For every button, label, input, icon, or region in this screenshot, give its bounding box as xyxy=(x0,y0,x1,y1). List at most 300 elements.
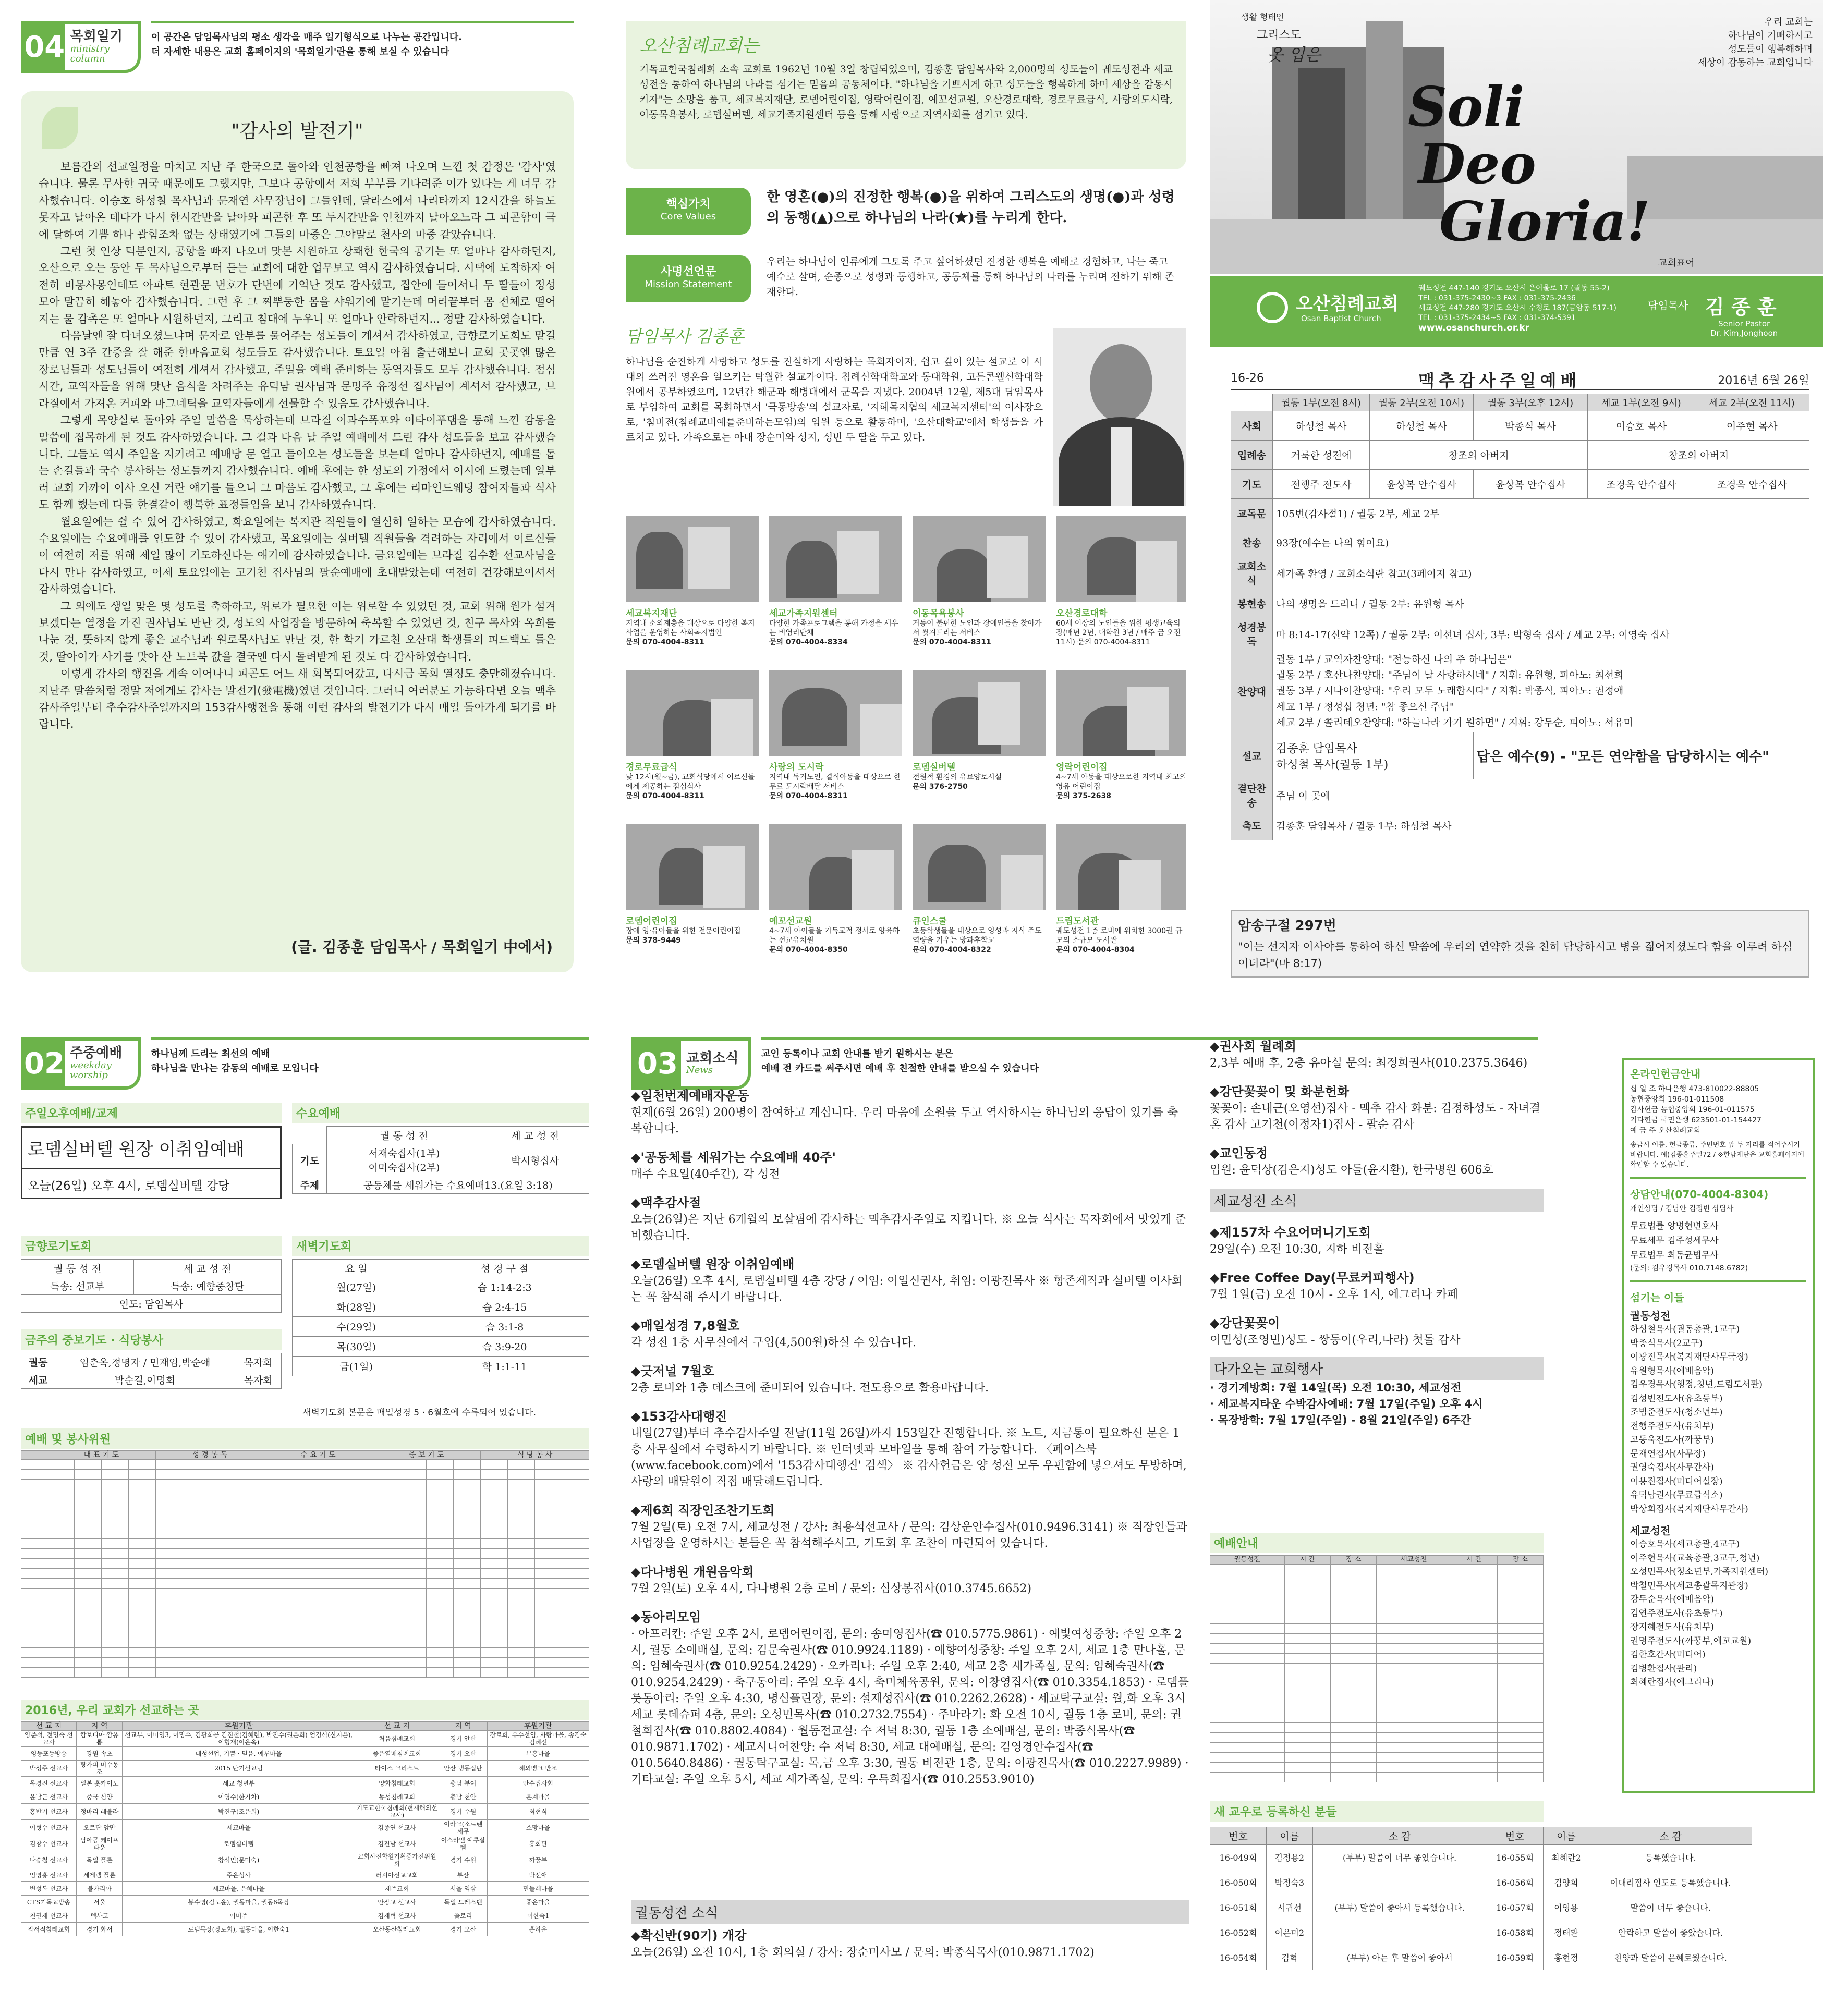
mission-cell: 윤남근 선교사 xyxy=(21,1790,77,1804)
news-heading: ◆긋저널 7월호 xyxy=(631,1364,714,1378)
column-paragraph: 보름간의 선교일정을 마치고 지난 주 한국으로 돌아와 인천공항을 빠져 나오며 느낀 첫 감정은 '감사'였습니다. 물론 무사한 귀국 때문에도 그랬지만, 그보다 공항에서 저희 부부를 기다려준 이가 있다는 게 너무 감사했습니다. 이승호 하성철 목사님과 문재연 사무장님이 그들인데, 달라스에서 나리타까지 12시간을 하늘도 못자고 날아온 데다가 다시 한시간반을 날아와 피곤한 후 또 두시간반을 인천까지 날아오느라 그 피곤함이 극에 달하여 기쁨 하나 괄힘조차 없는 상태였기에 그들의 마중은 그야말로 천사의 마중 같았습니다. xyxy=(39,161,556,241)
serve-cell xyxy=(21,1658,47,1668)
news-heading: ◆교인동정 xyxy=(1210,1146,1268,1160)
wguide-cell xyxy=(1284,1614,1330,1624)
serve-cell xyxy=(291,1509,318,1519)
ministry-photo xyxy=(913,516,1046,602)
sekyo-news-label: 세교성전 소식 xyxy=(1210,1189,1544,1212)
serve-cell xyxy=(318,1638,345,1648)
serve-cell xyxy=(74,1569,101,1579)
ministry-caption xyxy=(913,606,1046,647)
wguide-cell xyxy=(1451,1644,1497,1654)
serve-cell xyxy=(74,1608,101,1618)
wguide-cell xyxy=(1210,1673,1285,1683)
order-cell: 마 8:14-17(신약 12쪽) / 궐동 2부: 이선녀 집사, 3부: 박형숙 집사 / 세교 2부: 이영숙 집사 xyxy=(1273,618,1809,650)
wguide-cell xyxy=(1377,1584,1451,1594)
ministry-card xyxy=(913,824,1046,972)
serve-cell xyxy=(318,1470,345,1480)
serve-cell xyxy=(210,1569,237,1579)
ministry-desc: 지역내 독거노인, 결식아동을 대상으로 한 무료 도시락배달 서비스 xyxy=(769,773,901,791)
serve-cell xyxy=(74,1579,101,1589)
wguide-cell xyxy=(1210,1693,1285,1703)
news-body: · 아프리칸: 주일 오후 2시, 로뎀어린이집, 문의: 송미영집사(☎ 010.5775.9861) · 예빛여성중창: 주일 오후 2시, 궐동 소예배실, 문의: 김문숙권사(☎ 010.9924.1189) · 예향여성중창: 주일 오후 2시, 세교 1층 만나홀, 문의: 임혜숙권사(☎ 010.9254.2429) · 오카리나: 주일 오후 2:40, 세교 2층 새가족실, 문의: 임혜숙권사(☎ 010.9254.2429) · 축구동아리: 주일 오후 4시, 축미체육공원, 문의: 이창영집사(☎ 010.3354.1853) · 로뎀플룻동아리: 주일 오후 4:30, 명심플린장, 문의: 설재성집사(☎ 010.2262.2628) · 세교탁구교실: 월,화 오후 3시 세교 롯데슈퍼 4층, 문의: 오성민목사(☎ 010.2732.7554) · 주바라기: 화 오전 10시, 궐동 1층 로비, 문의: 권철희집사(☎ 010.8802.4084) · 월동전교실: 수 저녁 8:30, 궐동 1층 소예배실, 문의: 박종식목사(☎ 010.9871.1702) · 세교시니어찬양: 수 저녁 8:30, 세교 대예배실, 문의: 김영경안수집사(☎ 010.5640.8486) · 궐동탁구교실: 목,금 오후 3:30, 궐동 비전관 1층, 문의: 이광진목사(☎ 010.2227.9989) · 기타교실: 주일 오후 5시, 세교 새가족실, 문의: 우특희집사(☎ 010.2553.9010) xyxy=(631,1628,1189,1786)
news-body: 꽃꽂이: 손내근(오영선)집사 - 맥추 감사 화분: 김정하성도 - 자녀결혼 감사 고기천(이정자1)집사 - 팔순 감사 xyxy=(1210,1102,1541,1131)
serve-cell xyxy=(427,1529,454,1539)
serve-cell xyxy=(21,1569,47,1579)
wed-head: 궐 동 성 전 xyxy=(327,1127,481,1144)
serve-cell xyxy=(535,1499,562,1509)
serve-cell xyxy=(318,1539,345,1549)
serve-cell xyxy=(155,1519,183,1529)
photo-shade xyxy=(860,704,902,756)
wguide-cell xyxy=(1210,1713,1285,1723)
wguide-head: 시 간 xyxy=(1451,1556,1497,1565)
serve-cell xyxy=(21,1598,47,1608)
motto-line: Soli xyxy=(1408,75,1525,139)
serve-cell xyxy=(427,1589,454,1598)
gwol-news xyxy=(631,1900,1189,1961)
news-heading: ◆강단꽃꽂이 및 화분헌화 xyxy=(1210,1084,1350,1099)
dawn-cell: 학 1:1-11 xyxy=(420,1357,589,1376)
ministry-phone: 문의 070-4004-8311 xyxy=(626,638,704,646)
serve-cell xyxy=(481,1569,508,1579)
serve-cell xyxy=(562,1499,589,1509)
wguide-cell xyxy=(1497,1634,1543,1644)
order-cell: 전행주 전도사 xyxy=(1273,470,1370,499)
wguide-cell xyxy=(1451,1713,1497,1723)
serve-cell xyxy=(345,1638,372,1648)
serve-cell xyxy=(101,1460,128,1470)
serve-cell xyxy=(399,1579,427,1589)
serve-cell xyxy=(128,1519,155,1529)
serve-cell xyxy=(237,1509,264,1519)
photo-shade xyxy=(852,850,894,910)
ministry-photo xyxy=(769,670,902,756)
wguide-cell xyxy=(1210,1763,1285,1773)
serve-cell xyxy=(237,1559,264,1569)
serve-cell xyxy=(318,1480,345,1489)
serve-cell xyxy=(372,1658,399,1668)
staff-item: 최혜란집사(예그리나) xyxy=(1630,1677,1715,1688)
serve-cell xyxy=(291,1598,318,1608)
wguide-cell xyxy=(1284,1584,1330,1594)
mission-label xyxy=(626,255,751,302)
serve-cell xyxy=(427,1569,454,1579)
mission-cell: 독일 드레스덴 xyxy=(439,1896,488,1909)
order-cell: 창조의 아버지 xyxy=(1369,441,1587,470)
gold-cell: 특송: 선교부 xyxy=(21,1277,134,1295)
serve-cell xyxy=(183,1529,210,1539)
serve-cell xyxy=(47,1470,75,1480)
serve-cell xyxy=(399,1658,427,1668)
newm-cell: 등록했습니다. xyxy=(1589,1845,1752,1870)
order-cell: 93장(예수는 나의 힘이요) xyxy=(1273,528,1809,557)
wguide-cell xyxy=(1331,1693,1377,1703)
staff-item: 이주현목사(교육총괄,3교구,청년) xyxy=(1630,1553,1760,1563)
serve-cell xyxy=(291,1470,318,1480)
serve-cell xyxy=(21,1499,47,1509)
order-cell: 하성철 목사 xyxy=(1369,411,1473,441)
serve-cell xyxy=(264,1579,291,1589)
wguide-head: 장 소 xyxy=(1497,1556,1543,1565)
serve-cell xyxy=(74,1470,101,1480)
mission-cell: 일본 홋카이도 xyxy=(77,1777,123,1790)
serve-cell xyxy=(210,1589,237,1598)
serve-cell xyxy=(508,1569,535,1579)
ministry-phone: 문의 375-2638 xyxy=(1056,792,1111,800)
section-number: 03 xyxy=(634,1041,681,1086)
serve-cell xyxy=(47,1638,75,1648)
serve-cell xyxy=(454,1539,481,1549)
desc-line: 이 공간은 담임목사님의 평소 생각을 매주 일기형식으로 나누는 공간입니다. xyxy=(151,32,462,43)
dawn-cell: 금(1일) xyxy=(293,1357,420,1376)
wed-head: 세 교 성 전 xyxy=(481,1127,589,1144)
wguide-cell xyxy=(1497,1624,1543,1634)
news-body: 각 성전 1층 사무실에서 구입(4,500원)하실 수 있습니다. xyxy=(631,1336,916,1349)
news-body: 오늘(26일) 오전 10시, 1층 회의실 / 강사: 장순미사모 / 문의: 박종식목사(010.9871.1702) xyxy=(631,1946,1095,1959)
serve-cell xyxy=(481,1638,508,1648)
desc-line: 하나님께 드리는 최선의 예배 xyxy=(151,1048,270,1059)
online-line: 농협중앙회 196-01-011508 xyxy=(1630,1095,1724,1104)
ministry-photo xyxy=(626,516,759,602)
serve-cell xyxy=(291,1549,318,1559)
page-news xyxy=(631,1037,1815,2007)
serve-cell xyxy=(399,1618,427,1628)
wguide-cell xyxy=(1497,1773,1543,1782)
serve-cell xyxy=(183,1579,210,1589)
brand-line: 생활 형태인 xyxy=(1241,12,1284,22)
dawn-cell: 습 2:4-15 xyxy=(420,1297,589,1317)
news-body: 현재(6월 26일) 200명이 참여하고 계십니다. 우리 마음에 소원을 두고 역사하시는 하나님의 응답이 있기를 축복합니다. xyxy=(631,1106,1178,1135)
serve-cell xyxy=(345,1618,372,1628)
order-cell: 거룩한 성전에 xyxy=(1273,441,1370,470)
serve-cell xyxy=(155,1569,183,1579)
ministry-card xyxy=(913,516,1046,665)
wguide-cell xyxy=(1451,1614,1497,1624)
newm-cell: 최혜란2 xyxy=(1543,1845,1589,1870)
page-weekday-worship xyxy=(21,1037,589,2007)
serve-cell xyxy=(372,1460,399,1470)
serve-cell xyxy=(427,1470,454,1480)
upcoming-item: · 세교복지타운 수박감사예배: 7월 17일(주일) 오후 4시 xyxy=(1210,1398,1483,1410)
serve-cell xyxy=(427,1579,454,1589)
serve-cell xyxy=(535,1569,562,1579)
serve-cell xyxy=(508,1638,535,1648)
mission-cell: 양준석, 전명숙 선교사 xyxy=(21,1731,77,1747)
wguide-cell xyxy=(1377,1693,1451,1703)
intercession-table xyxy=(21,1353,282,1389)
serve-cell xyxy=(155,1470,183,1480)
order-cell: 105번(감사절1) / 궐동 2부, 세교 2부 xyxy=(1273,499,1809,528)
serve-cell xyxy=(399,1499,427,1509)
intercession-cell: 목자회 xyxy=(235,1353,281,1371)
mission-cell: 박선애 xyxy=(487,1868,589,1882)
pastor-label: 담임목사 xyxy=(1648,299,1688,312)
serve-cell xyxy=(427,1519,454,1529)
serve-cell xyxy=(508,1648,535,1658)
mission-cell: 해외뱅크 반조 xyxy=(487,1761,589,1777)
serve-cell xyxy=(47,1509,75,1519)
wguide-cell xyxy=(1377,1644,1451,1654)
address-line: TEL : 031-375-2434~5 FAX : 031-374-5391 xyxy=(1418,314,1576,322)
wguide-cell xyxy=(1377,1733,1451,1743)
serve-cell xyxy=(454,1589,481,1598)
column-paragraph: 그 외에도 생일 맞은 몇 성도를 축하하고, 위로가 필요한 이는 위로할 수 있었던 것, 교회 위해 원가 섬겨보겠다는 열정을 가진 권사님도 만난 것, 성도의 사업장을 방문하여 축복할 수 있었던 것, 친구 목사와 옥희를 나눈 것, 뜻하지 않게 좋은 교수님과 원로목사님도 만난 것, 한 학기 가르친 오산대 학생들의 피드백도 들은 것, 딸아이가 사기를 맞아 산 노트북 값을 결국엔 다시 돌려받게 된 것도 다 감사하였습니다. xyxy=(39,600,556,663)
serve-cell xyxy=(237,1480,264,1489)
dawn-head: 요 일 xyxy=(293,1260,420,1277)
ministry-grid xyxy=(626,516,1186,975)
serve-cell xyxy=(454,1480,481,1489)
serve-cell xyxy=(264,1648,291,1658)
serve-cell xyxy=(399,1539,427,1549)
staff-label: 섬기는 이들 xyxy=(1630,1291,1684,1304)
order-row-label: 축도 xyxy=(1231,811,1273,840)
wguide-cell xyxy=(1331,1604,1377,1614)
serve-cell xyxy=(454,1658,481,1668)
serve-cell xyxy=(372,1569,399,1579)
wed-theme: 공동체를 세워가는 수요예배13.(요일 3:18) xyxy=(327,1176,589,1194)
wed-theme-label: 주제 xyxy=(293,1176,327,1194)
section-name-en: News xyxy=(686,1065,713,1076)
order-row-label: 기도 xyxy=(1231,470,1273,499)
newm-cell: 홍현정 xyxy=(1543,1945,1589,1970)
cover-label: 교회표어 xyxy=(1658,258,1695,268)
ministry-desc: 낮 12시(월~금), 교회식당에서 어르신들에게 제공하는 점심식사 xyxy=(626,773,755,791)
counsel-row: 무료법률 양병현변호사 xyxy=(1630,1221,1719,1231)
serve-cell xyxy=(101,1658,128,1668)
slogan-line: 성도들이 행복해하며 xyxy=(1728,44,1813,55)
wguide-cell xyxy=(1377,1594,1451,1604)
page-church-intro xyxy=(626,21,1186,975)
news-heading: ◆확신반(90기) 개강 xyxy=(631,1928,747,1943)
serve-cell xyxy=(481,1480,508,1489)
serve-cell xyxy=(508,1460,535,1470)
serve-cell xyxy=(101,1499,128,1509)
serve-cell xyxy=(264,1489,291,1499)
serve-cell xyxy=(101,1509,128,1519)
ministry-phone: 문의 378-9449 xyxy=(626,936,681,945)
wguide-cell xyxy=(1331,1773,1377,1782)
ministry-photo xyxy=(626,670,759,756)
serve-cell xyxy=(128,1638,155,1648)
motto-line: Deo xyxy=(1418,132,1536,196)
mission-cell: 홍반기 선교사 xyxy=(21,1804,77,1820)
news-body: 매주 수요일(40주간), 각 성전 xyxy=(631,1168,780,1181)
new-members-label: 새 교우로 등록하신 분들 xyxy=(1210,1801,1544,1822)
leaf-decoration-icon xyxy=(42,107,78,149)
intercession-cell: 목자회 xyxy=(235,1371,281,1389)
motto-line: Gloria! xyxy=(1439,189,1651,253)
sermon-title: 답은 예수(9) - "모든 연약함을 담당하시는 예수" xyxy=(1473,732,1809,779)
pastor-photo xyxy=(1053,328,1186,506)
staff-item: 강두순목사(예배음악) xyxy=(1630,1594,1715,1605)
serve-cell xyxy=(481,1658,508,1668)
serve-cell xyxy=(237,1638,264,1648)
worship-title: 맥추감사주일예배 xyxy=(1418,371,1581,390)
wguide-cell xyxy=(1331,1723,1377,1733)
serve-cell xyxy=(454,1519,481,1529)
mission-cell: 김재혁 선교사 xyxy=(355,1909,439,1923)
serve-cell xyxy=(155,1529,183,1539)
serve-cell xyxy=(74,1539,101,1549)
news-heading: ◆제6회 직장인조찬기도회 xyxy=(631,1503,775,1518)
dawn-table xyxy=(292,1259,589,1376)
wed-pray-label: 기도 xyxy=(293,1144,327,1176)
serve-corner xyxy=(21,1451,47,1460)
serve-cell xyxy=(508,1628,535,1638)
serve-cell xyxy=(237,1539,264,1549)
serve-cell xyxy=(155,1489,183,1499)
serve-cell xyxy=(345,1470,372,1480)
serve-cell xyxy=(562,1569,589,1579)
sunday-detail: 오늘(26일) 오후 4시, 로뎀실버텔 강당 xyxy=(28,1179,230,1193)
newm-head: 소 감 xyxy=(1312,1827,1487,1845)
serve-cell xyxy=(372,1559,399,1569)
pastor-en xyxy=(1710,319,1778,338)
serve-cell xyxy=(562,1480,589,1489)
serve-cell xyxy=(318,1460,345,1470)
intercession-label: 금주의 중보기도 · 식당봉사 xyxy=(21,1329,282,1350)
section-description xyxy=(151,1047,319,1076)
mission-cell: 경기 화서 xyxy=(77,1923,123,1936)
online-lines xyxy=(1630,1084,1806,1136)
serve-cell xyxy=(21,1579,47,1589)
photo-shade xyxy=(1136,541,1177,602)
wguide-cell xyxy=(1331,1763,1377,1773)
ministry-photo xyxy=(1056,824,1186,910)
serve-cell xyxy=(454,1628,481,1638)
dawn-cell: 수(29일) xyxy=(293,1317,420,1337)
ministry-caption xyxy=(913,760,1046,791)
serve-cell xyxy=(237,1608,264,1618)
serve-cell xyxy=(372,1618,399,1628)
serve-cell xyxy=(508,1618,535,1628)
wguide-cell xyxy=(1210,1604,1285,1614)
wguide-head: 시 간 xyxy=(1284,1556,1330,1565)
serve-cell xyxy=(183,1589,210,1598)
serve-cell xyxy=(508,1549,535,1559)
serve-cell xyxy=(427,1638,454,1648)
newm-cell: (부부) 아는 후 말씀이 좋아서 xyxy=(1312,1945,1487,1970)
worship-order-header xyxy=(1231,368,1809,390)
staff-item: 유원형목사(예배음악) xyxy=(1630,1365,1715,1376)
wguide-cell xyxy=(1497,1743,1543,1753)
serve-head: 수 요 기 도 xyxy=(264,1451,372,1460)
mission-cell: 남아공 케이프타운 xyxy=(77,1836,123,1852)
serve-cell xyxy=(237,1618,264,1628)
serve-cell xyxy=(101,1598,128,1608)
serve-cell xyxy=(318,1509,345,1519)
serve-cell xyxy=(264,1539,291,1549)
photo-shade xyxy=(782,688,847,746)
order-cell: 주님 이 곳에 xyxy=(1273,779,1809,811)
serve-cell xyxy=(128,1499,155,1509)
wguide-cell xyxy=(1210,1703,1285,1713)
address-line: 궤도성전 447-140 경기도 오산시 은여울로 17 (궐동 55-2) xyxy=(1418,284,1610,292)
wguide-cell xyxy=(1451,1683,1497,1693)
photo-shade xyxy=(1001,855,1043,910)
mission-head: 선 교 지 xyxy=(21,1722,77,1731)
wguide-cell xyxy=(1284,1743,1330,1753)
serve-cell xyxy=(264,1668,291,1678)
slogan-line: 하나님이 기뻐하시고 xyxy=(1728,30,1813,41)
website-link[interactable]: www.osanchurch.or.kr xyxy=(1418,323,1529,333)
dawn-cell: 화(28일) xyxy=(293,1297,420,1317)
serve-cell xyxy=(74,1668,101,1678)
staff-item: 김성빈전도사(유초등부) xyxy=(1630,1393,1723,1404)
newm-cell: (부부) 말씀이 너무 좋았습니다. xyxy=(1312,1845,1487,1870)
mission-cell: 목경진 선교사 xyxy=(21,1777,77,1790)
newm-cell: 16-049회 xyxy=(1210,1845,1267,1870)
serve-cell xyxy=(508,1539,535,1549)
serve-cell xyxy=(372,1549,399,1559)
choir-line: 궐동 3부 / 시나이찬양대: "우리 모두 노래합시다" / 지휘: 박종식, 피아노: 권정애 xyxy=(1276,685,1624,697)
serve-cell xyxy=(74,1519,101,1529)
wguide-cell xyxy=(1331,1634,1377,1644)
staff-item: 김병환집사(관리) xyxy=(1630,1663,1697,1674)
serve-cell xyxy=(183,1499,210,1509)
serve-cell xyxy=(345,1608,372,1618)
online-line: 감사헌금 농협중앙회 196-01-011575 xyxy=(1630,1106,1755,1114)
sunday-label: 주일오후예배/교제 xyxy=(21,1103,282,1123)
golden-prayer-label: 금향로기도회 xyxy=(21,1236,282,1256)
ministry-phone: 문의 070-4004-8311 xyxy=(913,638,991,646)
ministry-card xyxy=(769,516,902,665)
serve-cell xyxy=(47,1480,75,1489)
serve-cell xyxy=(345,1499,372,1509)
intercession-cell: 임춘옥,정명자 / 민재임,박순애 xyxy=(55,1353,235,1371)
serve-cell xyxy=(481,1628,508,1638)
mission-head: 선 교 지 xyxy=(355,1722,439,1731)
column-paragraph: 월요일에는 쉴 수 있어 감사하였고, 화요일에는 복지관 직원들이 열심히 일하는 모습에 감사하였습니다. 수요일에는 수요예배를 인도할 수 있어 감사했고, 목요일에는 실버텔 직원들을 격려하는 자리에서 어르신들이 여전히 저를 위해 제일 많이 기도하신다는 얘기에 감사하였습니다. 금요일에는 브라질 김수환 선교사님을 다시 만나 감사하였고, 어제 토요일에는 고기천 집사님의 팔순예배에 초대받았는데 여전히 건강해보이셔서 감사하였습니다. xyxy=(39,515,556,596)
serve-cell xyxy=(183,1539,210,1549)
serve-cell xyxy=(47,1519,75,1529)
wguide-cell xyxy=(1210,1773,1285,1782)
wguide-cell xyxy=(1497,1664,1543,1673)
slogan xyxy=(1698,16,1813,70)
serve-cell xyxy=(155,1480,183,1489)
wguide-cell xyxy=(1210,1614,1285,1624)
serve-cell xyxy=(399,1559,427,1569)
order-column-head: 궐동 1부(오전 8시) xyxy=(1273,394,1370,411)
serve-cell xyxy=(128,1618,155,1628)
serve-cell xyxy=(535,1559,562,1569)
church-address xyxy=(1418,284,1617,333)
serve-cell xyxy=(21,1460,47,1470)
serve-cell xyxy=(562,1529,589,1539)
serve-cell xyxy=(74,1648,101,1658)
serve-cell xyxy=(183,1668,210,1678)
serve-cell xyxy=(508,1470,535,1480)
mission-cell: 탕가피 미수몽조 xyxy=(77,1761,123,1777)
serve-cell xyxy=(481,1579,508,1589)
serve-cell xyxy=(562,1618,589,1628)
online-line: 십 일 조 하나은행 473-810022-88805 xyxy=(1630,1085,1759,1093)
serve-cell xyxy=(155,1638,183,1648)
wguide-cell xyxy=(1284,1763,1330,1773)
serve-cell xyxy=(345,1480,372,1489)
mission-cell: 텍사코 xyxy=(77,1909,123,1923)
serve-cell xyxy=(74,1489,101,1499)
intercession-cell: 세교 xyxy=(21,1371,55,1389)
serve-cell xyxy=(372,1589,399,1598)
wguide-cell xyxy=(1331,1713,1377,1723)
order-column-head: 궐동 2부(오전 10시) xyxy=(1369,394,1473,411)
serve-cell xyxy=(155,1658,183,1668)
column-paragraph: 다음날엔 잘 다녀오셨느냐며 문자로 안부를 물어주는 성도들이 계셔서 감사하였고, 금향로기도회도 맡길 만큼 연 3주 간증을 잘 해준 한마음교회 성도들도 감사했습니다. 토요일 아침 출근해보니 교회 곳곳엔 많은 장로님들과 성도님들이 여전히 계셔서 감사했고, 주일을 예배 준비하는 동역자들도 모두 감사했습니다. 점심시간, 교역자들을 위해 맛난 음식을 차려주는 유덕남 권사님과 문명주 유정선 집사님이 계셔서 감사했고, 브라질에서 가져온 커피와 마그네틱을 교역자들에게 선물할 수 있음도 감사했습니다. xyxy=(39,329,556,410)
serve-cell xyxy=(399,1470,427,1480)
serve-cell xyxy=(155,1549,183,1559)
